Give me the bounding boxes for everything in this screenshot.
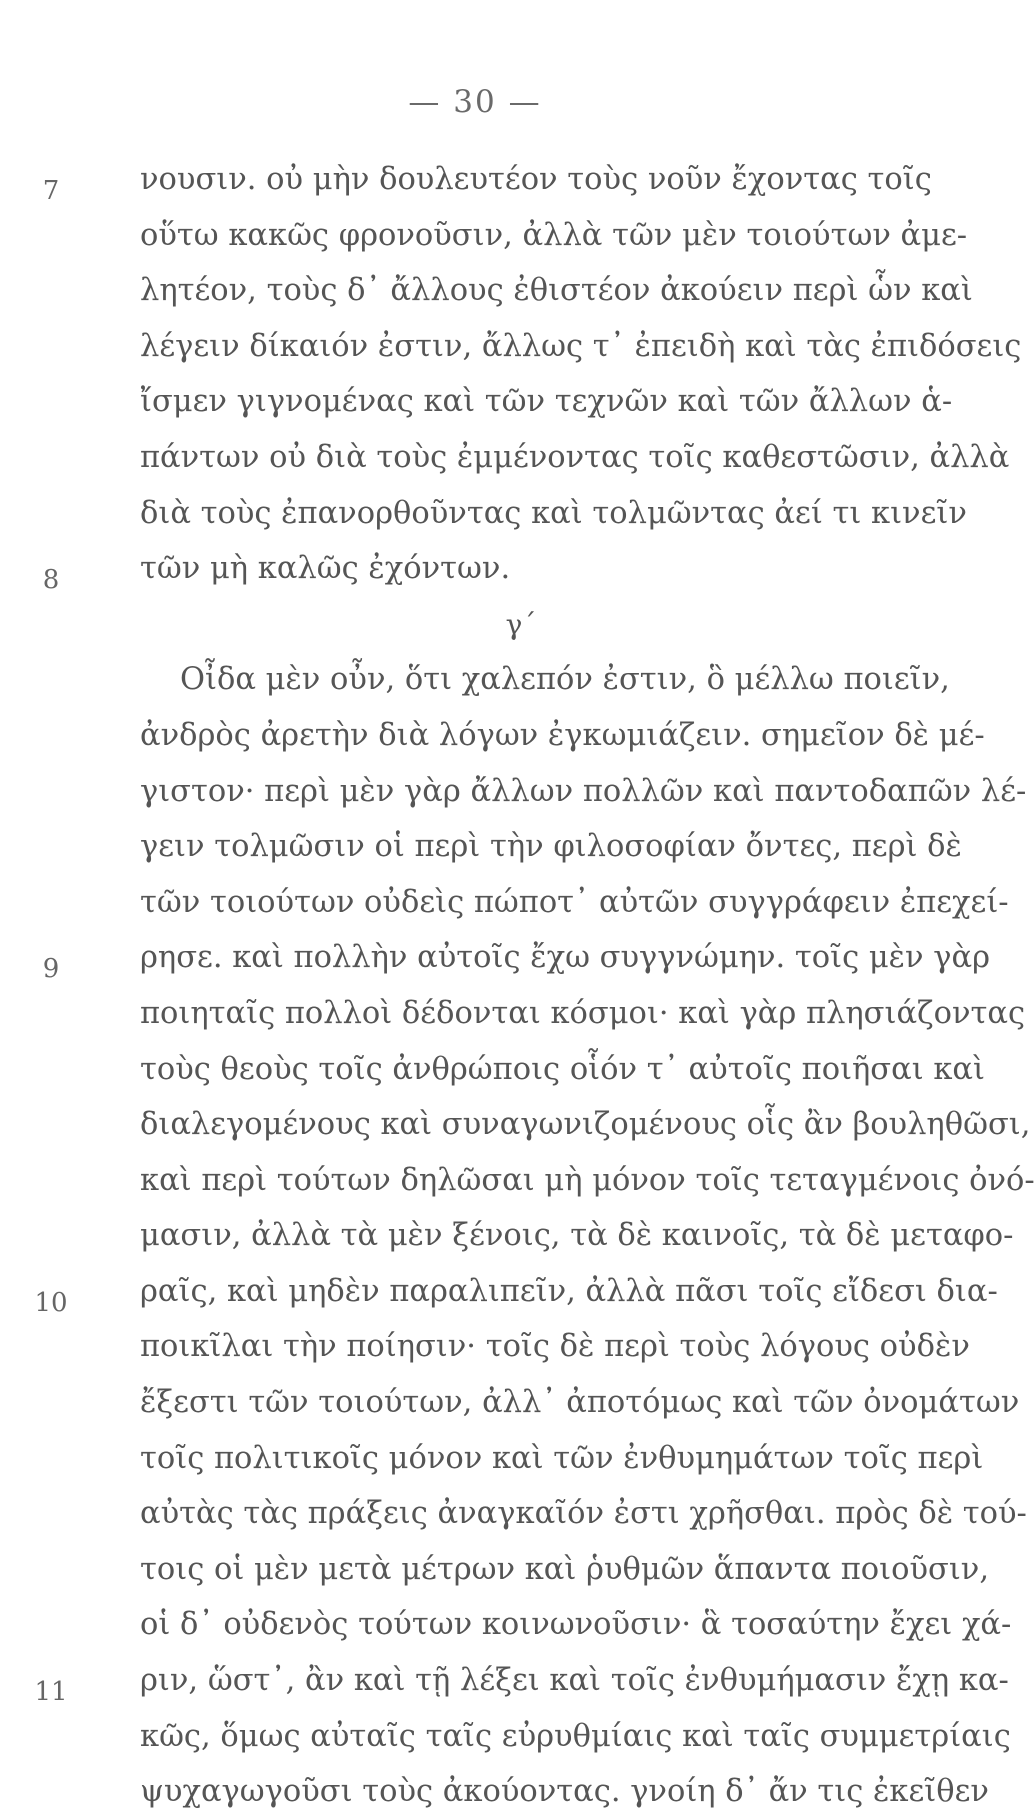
section-number: 8: [42, 565, 60, 596]
text-line: οὕτω κακῶς φρονοῦσιν, ἀλλὰ τῶν μὲν τοιούτων ἀμε-: [140, 217, 968, 253]
section-number: 10: [34, 1288, 68, 1318]
text-line: οἱ δ᾽ οὐδενὸς τούτων κοινωνοῦσιν· ἃ τοσαύτην ἔχει χά-: [140, 1607, 1012, 1643]
text-line: γειν τολμῶσιν οἱ περὶ τὴν φιλοσοφίαν ὄντες, περὶ δὲ: [140, 829, 962, 865]
text-line: πάντων οὐ διὰ τοὺς ἐμμένοντας τοῖς καθεστῶσιν, ἀλλὰ: [140, 439, 1010, 475]
text-line: διαλεγομένους καὶ συναγωνιζομένους οἷς ἂν βουληθῶσι,: [140, 1107, 1031, 1143]
text-line: αὐτὰς τὰς πράξεις ἀναγκαῖόν ἐστι χρῆσθαι. πρὸς δὲ τού-: [140, 1496, 1027, 1532]
text-line: τῶν μὴ καλῶς ἐχόντων.: [140, 551, 511, 587]
section-number: 11: [34, 1677, 68, 1708]
text-line: τοῖς πολιτικοῖς μόνον καὶ τῶν ἐνθυμημάτων τοῖς περὶ: [140, 1440, 984, 1476]
text-line: γιστον· περὶ μὲν γὰρ ἄλλων πολλῶν καὶ παντοδαπῶν λέ-: [140, 773, 1027, 809]
text-line: μασιν, ἀλλὰ τὰ μὲν ξένοις, τὰ δὲ καινοῖς, τὰ δὲ μεταφο-: [140, 1218, 1014, 1254]
section-number: 9: [42, 954, 60, 985]
section-number: 7: [42, 176, 60, 206]
text-line: ἀνδρὸς ἀρετὴν διὰ λόγων ἐγκωμιάζειν. σημεῖον δὲ μέ-: [140, 717, 985, 753]
main-text: [140, 152, 1035, 1820]
text-line: κῶς, ὅμως αὐταῖς ταῖς εὐρυθμίαις καὶ ταῖς συμμετρίαις: [140, 1718, 1011, 1754]
text-line: τοις οἱ μὲν μετὰ μέτρων καὶ ῥυθμῶν ἅπαντα ποιοῦσιν,: [140, 1551, 990, 1587]
text-line: νουσιν. οὐ μὴν δουλευτέον τοὺς νοῦν ἔχοντας τοῖς: [140, 162, 932, 197]
chapter-heading: γ΄: [505, 607, 537, 641]
text-line: λητέον, τοὺς δ᾽ ἄλλους ἐθιστέον ἀκούειν περὶ ὧν καὶ: [140, 273, 973, 309]
text-line: τοὺς θεοὺς τοῖς ἀνθρώποις οἷόν τ᾽ αὐτοῖς ποιῆσαι καὶ: [140, 1051, 985, 1087]
text-line: ριν, ὥστ᾽, ἂν καὶ τῇ λέξει καὶ τοῖς ἐνθυμήμασιν ἔχῃ κα-: [140, 1663, 1009, 1699]
text-line: ραῖς, καὶ μηδὲν παραλιπεῖν, ἀλλὰ πᾶσι τοῖς εἴδεσι δια-: [140, 1273, 998, 1309]
text-line: Οἶδα μὲν οὖν, ὅτι χαλεπόν ἐστιν, ὃ μέλλω ποιεῖν,: [180, 662, 950, 698]
text-line: ποιηταῖς πολλοὶ δέδονται κόσμοι· καὶ γὰρ πλησιάζοντας: [140, 995, 1026, 1031]
text-line: ἔξεστι τῶν τοιούτων, ἀλλ᾽ ἀποτόμως καὶ τῶν ὀνομάτων: [140, 1385, 1020, 1421]
text-line: καὶ περὶ τούτων δηλῶσαι μὴ μόνον τοῖς τεταγμένοις ὀνό-: [140, 1162, 1035, 1198]
text-line: ψυχαγωγοῦσι τοὺς ἀκούοντας. γνοίη δ᾽ ἄν τις ἐκεῖθεν: [140, 1774, 989, 1810]
text-line: διὰ τοὺς ἐπανορθοῦντας καὶ τολμῶντας ἀεί τι κινεῖν: [140, 495, 967, 531]
text-line: ρησε. καὶ πολλὴν αὐτοῖς ἔχω συγγνώμην. τοῖς μὲν γὰρ: [140, 940, 991, 976]
text-line: λέγειν δίκαιόν ἐστιν, ἄλλως τ᾽ ἐπειδὴ καὶ τὰς ἐπιδόσεις: [140, 328, 1022, 364]
page-number: — 30 —: [408, 84, 542, 120]
text-line: τῶν τοιούτων οὐδεὶς πώποτ᾽ αὐτῶν συγγράφειν ἐπεχεί-: [140, 884, 1009, 920]
text-line: ποικῖλαι τὴν ποίησιν· τοῖς δὲ περὶ τοὺς λόγους οὐδὲν: [140, 1329, 970, 1365]
text-line: ἴσμεν γιγνομένας καὶ τῶν τεχνῶν καὶ τῶν ἄλλων ἁ-: [140, 384, 953, 420]
